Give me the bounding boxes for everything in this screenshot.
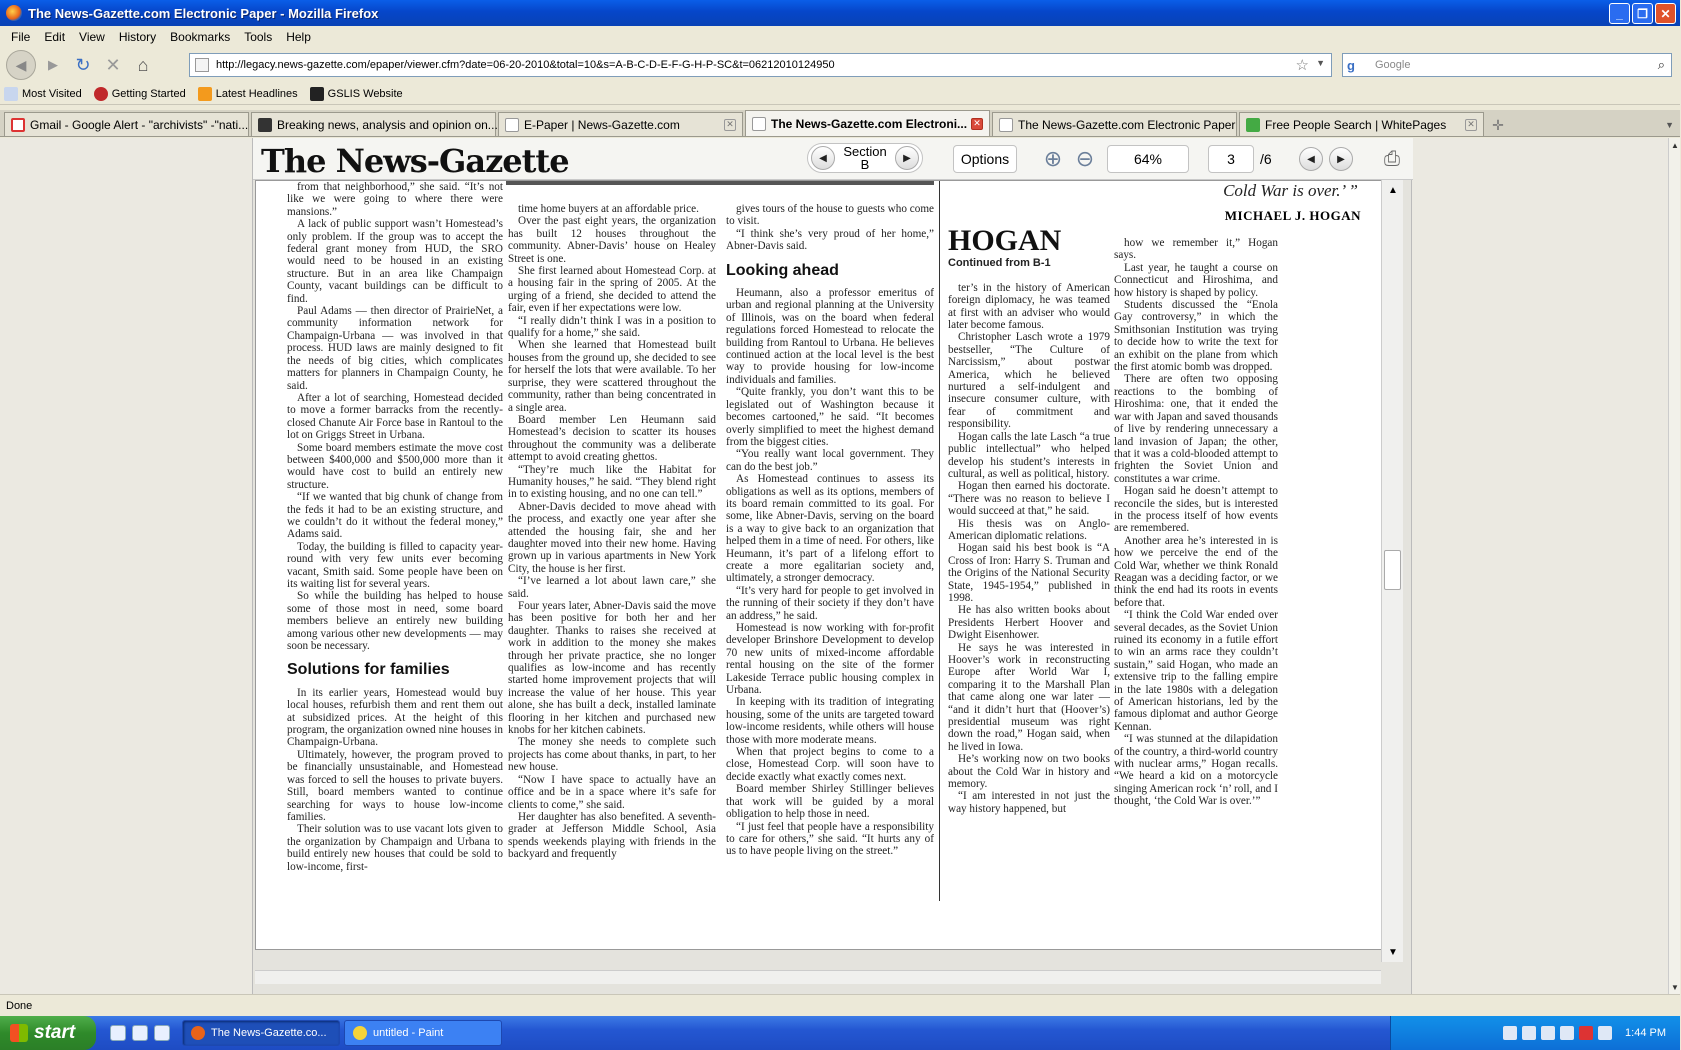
tab-gmail[interactable] (4, 112, 249, 136)
article-paragraph: Students discussed the “Enola Gay controversy,” in which the Smithsonian Institution was trying to decide how to write the text for an exhibit on the plane from which the first atomic bomb was dropped. (1114, 299, 1278, 374)
bookmark-label: Getting Started (111, 87, 186, 100)
article-paragraph: “Quite frankly, you don’t want this to be legislated out of Washington because it becomes cartooned,” he said. “It becomes overly simplified to meet the highest demand from the biggest cities. (726, 386, 934, 448)
article-paragraph: “They’re much like the Habitat for Humanity houses,” he said. “They blend right in to existing housing, and no one can tell.” (508, 463, 716, 501)
tab-label: Breaking news, analysis and opinion on... (277, 117, 498, 132)
menu-file[interactable]: File (11, 29, 31, 44)
article-paragraph: When she learned that Homestead built houses from the ground up, she decided to see for herself the lots that were available. To her surprise, they were scattered throughout the community, rather than being concentrated in a single area. (508, 339, 716, 414)
pull-quote: Cold War is over.’ ” (1223, 181, 1358, 200)
article-paragraph: The money she needs to complete such projects has come about thanks, in part, to her new house. (508, 736, 716, 774)
page-content (0, 138, 1668, 994)
clock: 1:44 PM (1625, 1027, 1666, 1039)
menu-edit[interactable]: Edit (44, 29, 66, 44)
article-paragraph: Abner-Davis decided to move ahead with the process, and exactly one year after she attended the housing fair, she and her daughter moved into their new home. Having grown up in various apartments in New York City, the house is her first. (508, 500, 716, 575)
column-3-text-continued (726, 287, 934, 858)
minimize-button[interactable]: _ (1609, 3, 1630, 24)
status-text: Done (6, 999, 33, 1012)
maximize-button[interactable]: ❐ (1632, 3, 1653, 24)
start-button[interactable] (0, 1016, 96, 1050)
page-icon (999, 118, 1013, 132)
next-page-button[interactable]: ▶ (1329, 147, 1353, 171)
stop-icon: ✕ (105, 54, 121, 75)
tab-label: The News-Gazette.com Electroni... (771, 116, 968, 131)
subheading-looking-ahead: Looking ahead (726, 261, 839, 279)
article-paragraph: In its earlier years, Homestead would buy local houses, refurbish them and rent them out at subsidized prices. At the height of this program, the organization owned nine houses in Champaign-Urbana. (287, 686, 503, 749)
firefox-icon (6, 5, 22, 21)
window-title: The News-Gazette.com Electronic Paper - Mozilla Firefox (28, 5, 379, 21)
home-button[interactable] (130, 52, 156, 78)
article-paragraph: Christopher Lasch wrote a 1979 bestseller, “The Culture of Narcissism,” about postwar America, which he believed nurtured a self-indulgent and insecure consumer culture, with fear of commitment and responsibility. (948, 331, 1110, 431)
article-paragraph: Another area he’s interested in is how we perceive the end of the Cold War, whether we think Ronald Reagan was a deciding factor, or we think the end had its roots in events before that. (1114, 534, 1278, 609)
menu-history[interactable]: History (118, 29, 157, 44)
url-dropdown-icon[interactable]: ▼ (1316, 58, 1325, 68)
search-bar[interactable] (1342, 53, 1672, 77)
bookmark-star-icon[interactable]: ☆ (1295, 57, 1309, 74)
scroll-up-icon[interactable]: ▲ (1388, 184, 1398, 196)
home-icon: ⌂ (137, 54, 149, 75)
section-value: B (860, 157, 870, 172)
task-label: The News-Gazette.co... (211, 1027, 327, 1039)
scroll-down-icon[interactable]: ▼ (1388, 946, 1398, 958)
article-paragraph: Hogan calls the late Lasch “a true public intellectual” who helped develop his student’s interests in cultural, as well as political, history. (948, 430, 1110, 480)
search-icon[interactable]: ⌕ (1657, 57, 1665, 72)
article-column-4 (948, 224, 1110, 909)
bookmark-getting-started[interactable] (94, 87, 186, 101)
bookmark-label: Latest Headlines (215, 87, 298, 100)
column-divider (939, 181, 940, 901)
url-bar[interactable] (189, 53, 1332, 77)
viewer-horizontal-scrollbar[interactable] (255, 970, 1381, 984)
article-column-5 (1114, 237, 1278, 917)
article-paragraph: After a lot of searching, Homestead decided to move a former barracks from the recently-closed Chanute Air Force base in Rantoul to the lot on Griggs Street in Urbana. (287, 391, 503, 442)
menu-bar (0, 26, 1680, 47)
zoom-out-icon[interactable]: ⊖ (1075, 146, 1095, 171)
tab-whitepages[interactable] (1239, 112, 1484, 136)
article-paragraph: As Homestead continues to assess its obligations as well as its options, members of its board remain committed to its goal. For some, like Abner-Davis, serving on the board is a way to give back to an organization that helped them in a time of need. For others, like Heumann, it’s part of a lifelong effort to create a more egalitarian society and, ultimately, a stronger democracy. (726, 473, 934, 585)
browser-vertical-scrollbar[interactable] (1668, 138, 1680, 994)
article-paragraph: His thesis was on Anglo-American diplomatic relations. (948, 517, 1110, 542)
search-placeholder: Google (1375, 59, 1411, 71)
tab-news-gazette-2[interactable] (992, 112, 1237, 136)
article-paragraph: “I think she’s very proud of her home,” Abner-Davis said. (726, 227, 934, 253)
paint-icon (353, 1026, 367, 1040)
article-paragraph: Board member Len Heumann said Homestead’s decision to scatter its houses throughout the community was a deliberate attempt to avoid creating ghettos. (508, 413, 716, 464)
gslis-icon (310, 87, 324, 101)
hogan-headline: HOGAN (948, 224, 1062, 257)
article-paragraph: “I think the Cold War ended over several decades, as the Soviet Union ruined its economy in a futile effort to win an arms race they couldn’t sustain,” said Hogan, who made an extensive trip to the falling empire in the late 1980s with a delegation of American historians, led by the famous diplomat and author George Kennan. (1114, 609, 1278, 733)
close-tab-icon[interactable]: ✕ (1465, 119, 1477, 131)
url-text: http://legacy.news-gazette.com/epaper/viewer.cfm?date=06-20-2010&total=10&s=A-B-C-D-E-F-G-H-P-SC&t=06212010124950 (216, 59, 835, 71)
article-paragraph: Homestead is now working with for-profit developer Brinshore Development to develop 70 new units of mixed-income affordable rental housing on the site of the former Lakeside Terrace public housing complex in Urbana. (726, 622, 934, 697)
section-navigator (807, 143, 923, 173)
antivirus-icon[interactable] (1598, 1026, 1612, 1040)
column-3-text (726, 203, 934, 253)
window-titlebar (0, 0, 1680, 26)
bookmark-latest-headlines[interactable] (198, 87, 298, 101)
article-paragraph: Today, the building is filled to capacity year-round with very few units ever becoming vacant, Smith said. Some people have been on its waiting list for several years. (287, 540, 503, 590)
column-2-text (508, 203, 716, 861)
article-paragraph: Hogan then earned his doctorate. “There was no reason to believe I would succeed at that,” he said. (948, 480, 1110, 518)
reload-icon: ↻ (75, 54, 91, 75)
firefox-icon (191, 1026, 205, 1040)
firefox-red-icon (94, 87, 108, 101)
taskbar-firefox[interactable] (182, 1020, 340, 1046)
tab-label: Gmail - Google Alert - "archivists" -"nati... (30, 117, 249, 132)
close-tab-icon[interactable]: ✕ (724, 119, 736, 131)
article-paragraph: gives tours of the house to guests who come to visit. (726, 203, 934, 228)
viewer-toolbar (253, 138, 1413, 180)
scroll-up-icon[interactable]: ▲ (1671, 140, 1679, 150)
tab-breaking-news[interactable] (251, 112, 496, 136)
article-paragraph: There are often two opposing reactions to the bombing of Hiroshima: one, that it ended the war with Japan and saved thousands of live by rendering unnecessary a land invasion of Japan; the other, that it was a cold-blooded attempt to frighten the Soviet Union and constitutes a war crime. (1114, 373, 1278, 485)
windows-logo-icon (10, 1024, 28, 1042)
article-paragraph: Paul Adams — then director of PrairieNet, a community information network for Champaign-Urbana — was involved in that process. HUD laws are mainly designed to fit the needs of big cities, which complicates matters for planners in Champaign County, he said. (287, 305, 503, 392)
article-paragraph: So while the building has helped to house some of those most in need, some board members believe an entirely new building among various other new developments — may soon be necessary. (287, 590, 503, 653)
page-icon (752, 117, 766, 131)
back-button[interactable] (6, 50, 36, 80)
article-paragraph: “Now I have space to actually have an office and be in a space where it’s safe for clients to come,” she said. (508, 773, 716, 811)
zoom-level[interactable]: 64% (1107, 145, 1189, 173)
navigation-toolbar (0, 47, 1680, 83)
article-paragraph: “I just feel that people have a responsibility to care for others,” she said. “It hurts any of us to have people living on the street.” (726, 820, 934, 858)
zoom-in-icon[interactable]: ⊕ (1043, 146, 1063, 171)
wp-icon (1246, 118, 1260, 132)
volume-icon[interactable] (1560, 1026, 1574, 1040)
bookmark-label: Most Visited (22, 87, 82, 100)
article-paragraph: Hogan said his best book is “A Cross of Iron: Harry S. Truman and the Origins of the National Security State, 1945-1954,” published in 1998. (948, 542, 1110, 604)
show-desktop-icon[interactable] (110, 1025, 126, 1041)
article-paragraph: “It’s very hard for people to get involved in the running of their society if they don’t have an address,” he said. (726, 584, 934, 622)
column-1-text (287, 181, 503, 652)
google-icon[interactable]: g (1347, 58, 1355, 73)
ie-icon[interactable] (132, 1025, 148, 1041)
page-total: /6 (1260, 151, 1272, 167)
article-paragraph: “I was stunned at the dilapidation of the country, a third-world country with nuclear arms,” Hogan recalls. “We heard a kid on a motorcycle singing American rock ‘n’ roll, and I thought, ‘the Cold War is over.’” (1114, 733, 1278, 808)
article-paragraph: Four years later, Abner-Davis said the move has been positive for both her and her daughter. Thanks to raises she received at work in addition to the money she makes through her private practice, she no longer qualifies as low-income and has recently started home improvement projects that will increase the value of her house. This year alone, she has built a deck, installed laminate flooring in her kitchen and purchased new knobs for her kitchen cabinets. (508, 600, 716, 737)
prev-section-button[interactable]: ◀ (811, 146, 835, 170)
article-paragraph: from that neighborhood,” she said. “It’s not like we were going to where there were mansions.” (287, 181, 503, 218)
article-paragraph: Some board members estimate the move cost between $400,000 and $500,000 more than it would have cost to build an entirely new structure. (287, 441, 503, 491)
tab-list-icon[interactable]: ▼ (1665, 120, 1674, 130)
page-icon (505, 118, 519, 132)
next-section-button[interactable]: ▶ (895, 146, 919, 170)
page-number-input[interactable]: 3 (1208, 145, 1254, 173)
subheading-solutions: Solutions for families (287, 661, 450, 679)
article-paragraph: “You really want local government. They can do the best job.” (726, 448, 934, 473)
article-paragraph: Hogan said he doesn’t attempt to reconcile the sides, but is interested in the process itself of how events are remembered. (1114, 485, 1278, 535)
tab-label: E-Paper | News-Gazette.com (524, 117, 680, 132)
article-paragraph: He has also written books about Presidents Herbert Hoover and Dwight Eisenhower. (948, 604, 1110, 642)
menu-bookmarks[interactable]: Bookmarks (170, 29, 231, 44)
close-window-button[interactable]: ✕ (1655, 3, 1676, 24)
article-paragraph: When that project begins to come to a close, Homestead Corp. will soon have to decide exactly what exactly comes next. (726, 746, 934, 783)
menu-view[interactable]: View (79, 29, 105, 44)
windows-taskbar (0, 1016, 1680, 1050)
bookmark-gslis[interactable] (310, 87, 403, 101)
back-arrow-icon: ◀ (15, 56, 27, 73)
continued-from: Continued from B-1 (948, 257, 1051, 270)
close-tab-icon[interactable]: ✕ (971, 118, 983, 130)
network-icon[interactable] (1522, 1026, 1536, 1040)
bookmark-label: GSLIS Website (327, 87, 403, 100)
article-paragraph: Heumann, also a professor emeritus of urban and regional planning at the University of Illinois, was on the board when federal regulations forced Homestead to relocate the building from Rantoul to Urbana. He believes continued action at the local level is the best way to provide housing for low-income individuals and families. (726, 287, 934, 386)
section-indicator (843, 145, 886, 171)
article-paragraph: time home buyers at an affordable price. (518, 203, 699, 215)
help-icon[interactable] (1503, 1026, 1517, 1040)
print-icon[interactable]: ⎙ (1384, 147, 1400, 170)
article-paragraph: “I am interested in not just the way history happened, but (948, 790, 1110, 815)
prev-page-button[interactable]: ◀ (1299, 147, 1323, 171)
article-paragraph: “I’ve learned a lot about lawn care,” she said. (508, 575, 716, 600)
article-paragraph: A lack of public support wasn’t Homestead’s only problem. If the group was to accept the federal grant money from HUD, the SRO would need to be housed in an existing structure. But in an area like Champaign County, vacant buildings can be difficult to find. (287, 218, 503, 305)
bookmarks-toolbar (0, 83, 1680, 105)
gmail-icon (11, 118, 25, 132)
update-icon[interactable] (1541, 1026, 1555, 1040)
tab-label: Free People Search | WhitePages (1265, 117, 1447, 132)
tab-strip (0, 110, 1680, 137)
scroll-down-icon[interactable]: ▼ (1671, 982, 1679, 992)
column-1-text-continued (287, 687, 503, 873)
article-paragraph: how we remember it,” Hogan says. (1114, 237, 1278, 262)
article-column-3 (726, 203, 934, 933)
bookmark-most-visited[interactable] (4, 87, 82, 101)
system-tray (1390, 1016, 1680, 1050)
pull-quote-byline: MICHAEL J. HOGAN (1224, 208, 1361, 223)
column-4-text (948, 282, 1110, 815)
menu-tools[interactable]: Tools (244, 29, 273, 44)
section-label: Section (843, 144, 887, 159)
article-paragraph: Last year, he taught a course on Connecticut and Hiroshima, and how history is shaped by policy. (1114, 261, 1278, 299)
menu-help[interactable]: Help (286, 29, 311, 44)
article-paragraph: Board member Shirley Stillinger believes that work will be guided by a moral obligation to help those in need. (726, 783, 934, 821)
page-favicon-icon (195, 58, 209, 72)
rss-icon (198, 87, 212, 101)
article-paragraph: Over the past eight years, the organization has built 12 houses throughout the community. Abner-Davis’ house on Healey Street is one. (508, 215, 716, 265)
article-paragraph: In keeping with its tradition of integrating housing, some of the units are targeted toward low-income residents, while others will house those with more moderate means. (726, 696, 934, 746)
article-column-1 (287, 181, 503, 911)
slash-icon (258, 118, 272, 132)
quick-launch (110, 1025, 170, 1041)
ati-icon[interactable] (1579, 1026, 1593, 1040)
start-label: start (34, 1022, 76, 1043)
tab-news-gazette-active[interactable] (745, 110, 990, 136)
article-paragraph: “If we wanted that big chunk of change from the feds it had to be an existing structure, and we couldn’t do it without the federal money,” Adams said. (287, 491, 503, 541)
stop-button[interactable] (100, 52, 126, 78)
photo-edge-divider (506, 181, 934, 185)
article-paragraph: “I really didn’t think I was in a position to qualify for a home,” she said. (508, 314, 716, 340)
epaper-viewer (252, 138, 1412, 994)
viewer-vertical-scrollbar[interactable] (1381, 180, 1403, 962)
article-paragraph: Her daughter has also benefited. A seventh-grader at Jefferson Middle School, Asia spends weekends playing with friends in the backyard and frequently (508, 810, 716, 861)
new-tab-button[interactable]: ✛ (1492, 116, 1504, 133)
article-paragraph: Their solution was to use vacant lots given to the organization by Champaign and Urbana to build entirely new houses that could be sold to low-income, first- (287, 823, 503, 873)
article-paragraph: He’s working now on two books about the Cold War in history and memory. (948, 753, 1110, 791)
article-paragraph: She first learned about Homestead Corp. at a housing fair in the spring of 2005. At the urging of a friend, she decided to attend the fair, even if her expectations were low. (508, 265, 716, 315)
newspaper-page (255, 180, 1383, 950)
column-5-text (1114, 237, 1278, 808)
article-column-2 (508, 203, 716, 933)
article-paragraph: Ultimately, however, the program proved to be financially unsustainable, and Homestead was forced to sell the houses to private buyers. Still, board members wanted to continue searching for ways to house low-income families. (287, 748, 503, 823)
reload-button[interactable] (70, 52, 96, 78)
newspaper-logo: The News-Gazette (261, 142, 569, 180)
firefox-quicklaunch-icon[interactable] (154, 1025, 170, 1041)
tab-label: The News-Gazette.com Electronic Paper (1018, 117, 1236, 132)
task-label: untitled - Paint (373, 1027, 444, 1039)
taskbar-paint[interactable] (344, 1020, 502, 1046)
article-paragraph: ter’s in the history of American foreign diplomacy, he was teamed at first with an adviser who would later become famous. (948, 281, 1110, 332)
status-bar (0, 994, 1680, 1016)
forward-button[interactable]: ▶ (48, 57, 58, 72)
star-list-icon (4, 87, 18, 101)
tab-epaper[interactable] (498, 112, 743, 136)
scroll-thumb[interactable] (1384, 550, 1401, 590)
article-paragraph: He says he was interested in Hoover’s work in reconstructing Europe after World War I, comparing it to the Marshall Plan that came along one war later — “and it didn’t hurt that (Hoover’s) presidential museum was right down the road,” Hogan said, when he lived in Iowa. (948, 641, 1110, 753)
options-button[interactable]: Options (953, 145, 1017, 173)
